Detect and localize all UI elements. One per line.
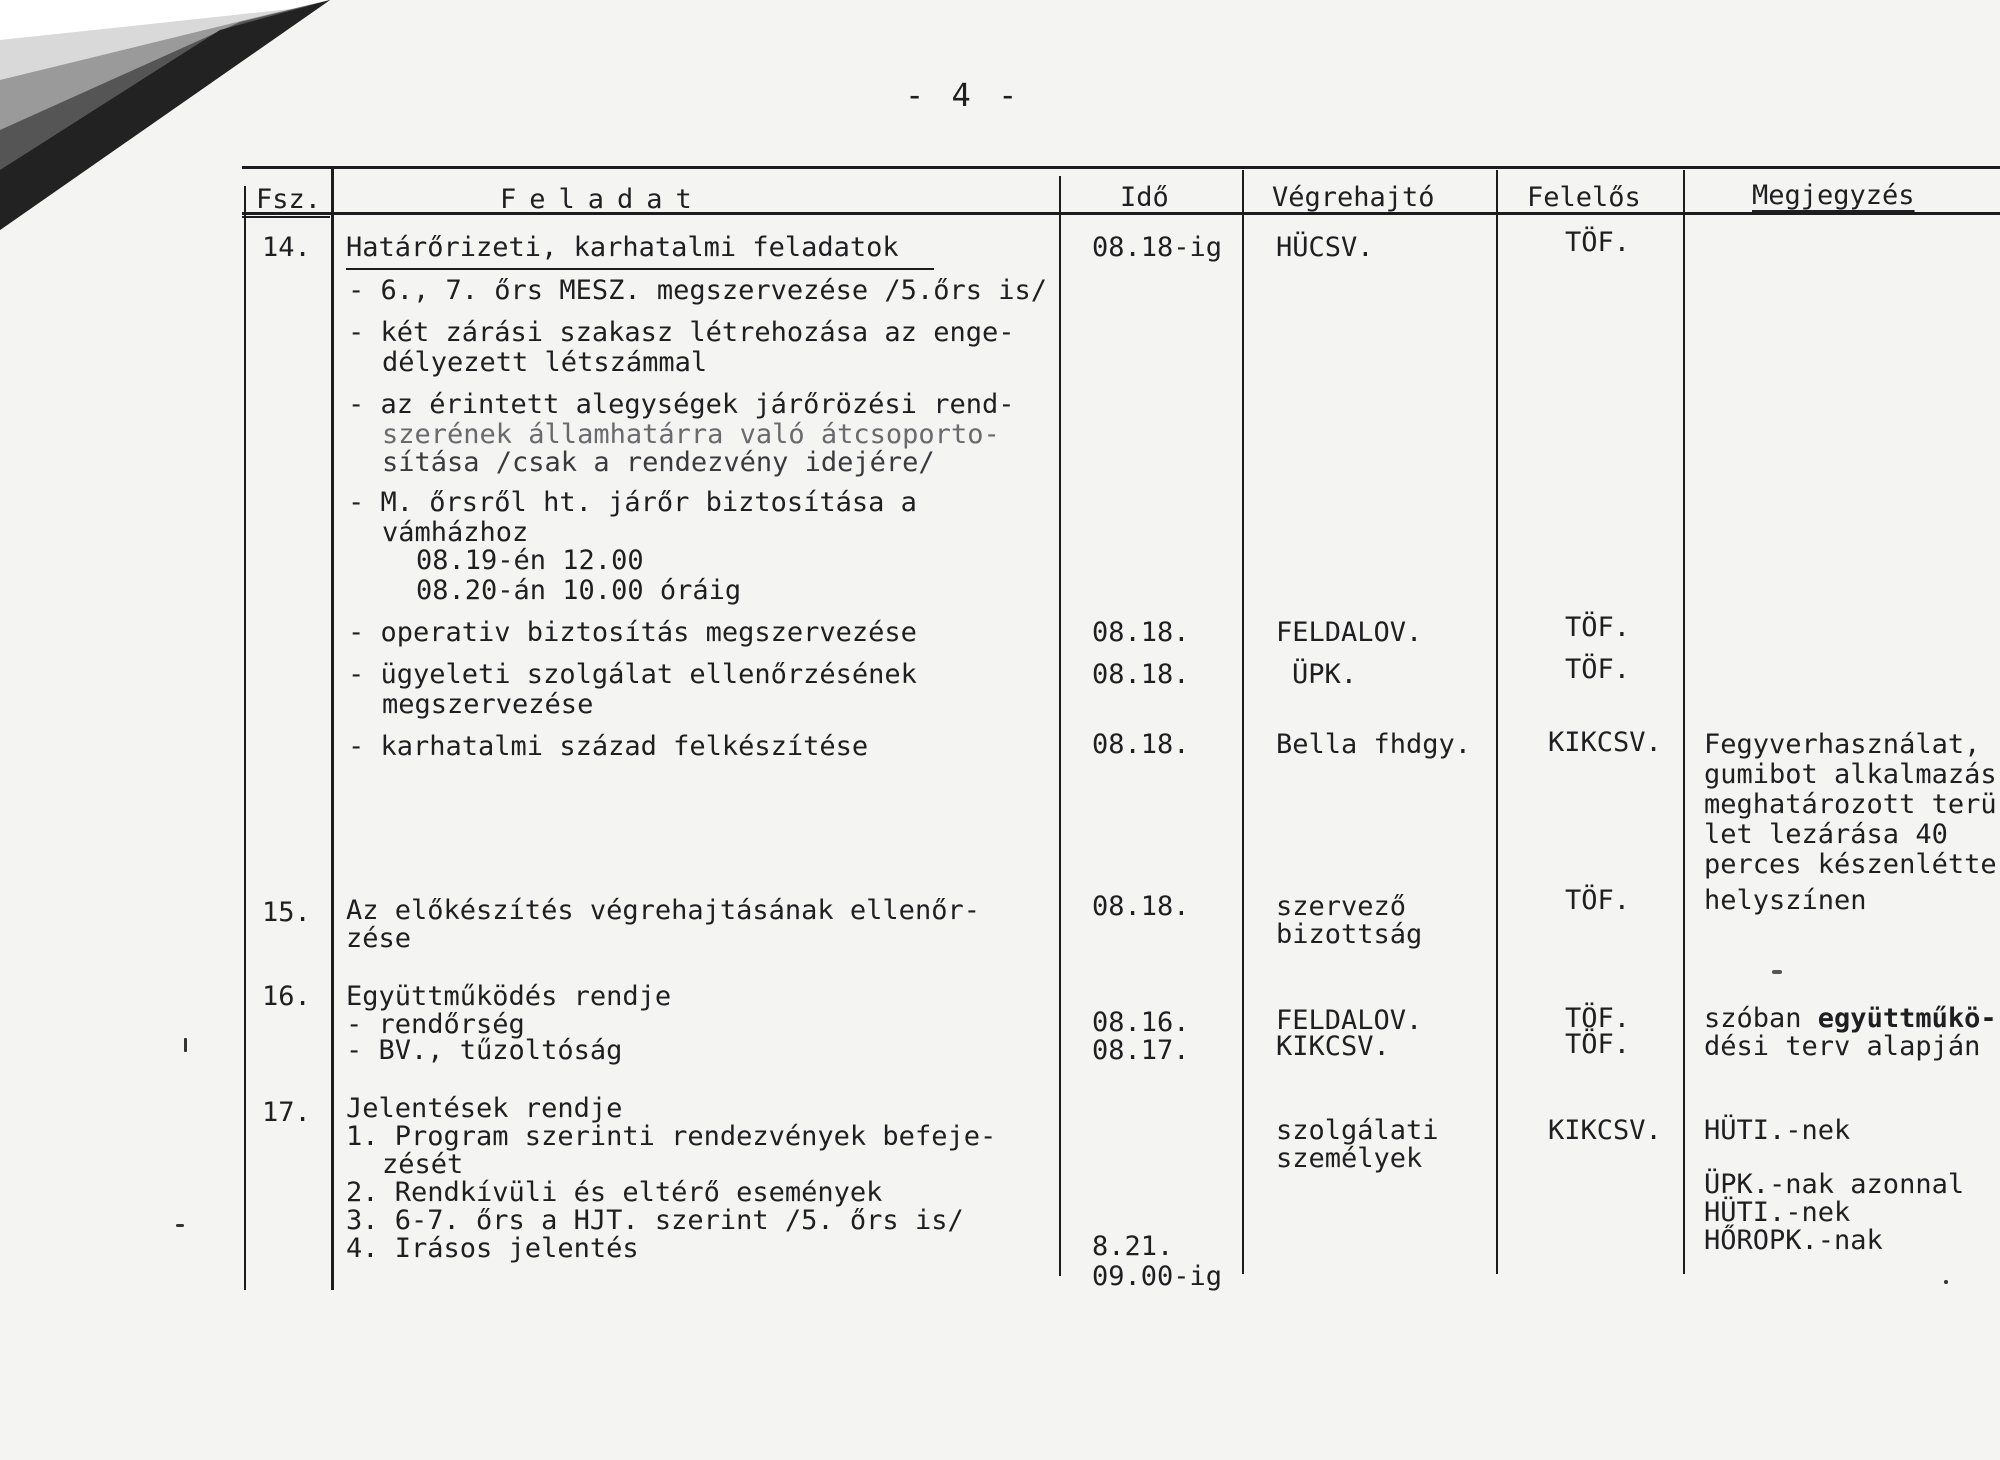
col-line-vegrehajto-left (1242, 170, 1244, 1274)
header-feladat: Feladat (500, 184, 705, 215)
header-megjegyzes: Megjegyzés (1752, 180, 1915, 211)
row-14-task-7-vegrehajto: Bella fhdgy. (1276, 729, 1472, 760)
row-16-feladat-1: Együttműködés rendje (346, 981, 672, 1012)
row-14-task-6-ido: 08.18. (1092, 659, 1190, 690)
row-14-task-7: - karhatalmi század felkészítése (348, 731, 869, 762)
row-14-task-7-note-3: meghatározott terü (1704, 789, 1997, 820)
row-14-task-6-vegrehajto: ÜPK. (1292, 659, 1358, 690)
row-17-megjegyzes-3: HÜTI.-nek (1704, 1197, 1851, 1228)
row-17-feladat-2: 1. Program szerinti rendezvények befeje- (346, 1121, 997, 1152)
row-14-felelos: TÖF. (1565, 227, 1631, 258)
row-17-vegrehajto-2: személyek (1276, 1143, 1423, 1174)
row-14-task-7-ido: 08.18. (1092, 729, 1190, 760)
row-16-megjegyzes-1a: szóban (1704, 1003, 1818, 1034)
row-17-ido-1: 8.21. (1092, 1231, 1174, 1262)
row-14-task-2b: délyezett létszámmal (382, 347, 708, 378)
row-14-task-7-note-4: let lezárása 40 (1704, 819, 1948, 850)
row-17-feladat-3: zését (382, 1149, 464, 1180)
row-14-number: 14. (262, 232, 311, 263)
row-14-task-4b: vámházhoz (382, 517, 529, 548)
scan-speck (1944, 1280, 1948, 1284)
col-line-feladat-left (331, 166, 334, 1290)
row-16-number: 16. (262, 981, 311, 1012)
header-felelos: Felelős (1527, 182, 1641, 213)
row-15-vegrehajto-2: bizottság (1276, 919, 1423, 950)
row-14-task-6b: megszervezése (382, 689, 594, 720)
row-14-task-6a: - ügyeleti szolgálat ellenőrzésének (348, 659, 917, 690)
row-15-feladat-1: Az előkészítés végrehajtásának ellenőr- (346, 895, 980, 926)
scan-speck (184, 1038, 187, 1052)
row-16-megjegyzes-2: dési terv alapján (1704, 1031, 1981, 1062)
row-14-task-7-note-1: Fegyverhasználat, (1704, 729, 1981, 760)
row-16-ido-2: 08.17. (1092, 1035, 1190, 1066)
row-17-felelos: KIKCSV. (1548, 1115, 1662, 1146)
row-16-feladat-2: - rendőrség (346, 1009, 525, 1040)
header-ido: Idő (1120, 182, 1169, 213)
row-17-megjegyzes-2: ÜPK.-nak azonnal (1704, 1169, 1965, 1200)
row-14-ido: 08.18-ig (1092, 232, 1223, 263)
row-17-megjegyzes-1: HÜTI.-nek (1704, 1115, 1851, 1146)
row-14-vegrehajto: HÜCSV. (1276, 232, 1374, 263)
table-top-rule (242, 166, 2000, 169)
row-14-task-5-vegrehajto: FELDALOV. (1276, 617, 1423, 648)
row-14-task-4a: - M. őrsről ht. járőr biztosítása a (348, 487, 917, 518)
col-line-megjegyzes-left (1683, 170, 1685, 1274)
col-line-ido-left (1059, 176, 1061, 1276)
row-15-ido: 08.18. (1092, 891, 1190, 922)
row-14-task-5: - operativ biztosítás megszervezése (348, 617, 917, 648)
row-14-task-7-note-2: gumibot alkalmazás (1704, 759, 1997, 790)
header-rule-left (242, 216, 330, 218)
header-vegrehajto: Végrehajtó (1272, 182, 1435, 213)
row-16-vegrehajto-1: FELDALOV. (1276, 1005, 1423, 1036)
row-14-task-6-felelos: TÖF. (1565, 654, 1631, 685)
row-16-megjegyzes-1b: együttműkö- (1817, 1003, 1997, 1034)
header-fsz: Fsz. (256, 184, 322, 215)
title-underline (346, 268, 934, 270)
row-14-task-3a: - az érintett alegységek járőrözési rend- (348, 389, 1015, 420)
row-14-title: Határőrizeti, karhatalmi feladatok (346, 232, 899, 263)
row-14-task-5-ido: 08.18. (1092, 617, 1190, 648)
row-14-task-3c: sítása /csak a rendezvény idejére/ (382, 447, 935, 478)
row-16-felelos-1: TÖF. (1565, 1003, 1631, 1034)
row-16-ido-1: 08.16. (1092, 1007, 1190, 1038)
row-17-feladat-6: 4. Irásos jelentés (346, 1233, 639, 1264)
row-17-vegrehajto-1: szolgálati (1276, 1115, 1439, 1146)
row-16-megjegyzes-1 (1704, 1004, 1997, 1034)
row-17-feladat-5: 3. 6-7. őrs a HJT. szerint /5. őrs is/ (346, 1205, 964, 1236)
row-14-task-2a: - két zárási szakasz létrehozása az enge- (348, 317, 1015, 348)
row-16-vegrehajto-2: KIKCSV. (1276, 1031, 1390, 1062)
row-17-number: 17. (262, 1097, 311, 1128)
row-14-task-4d: 08.20-án 10.00 óráig (416, 575, 742, 606)
row-15-feladat-2: zése (346, 923, 412, 954)
scan-speck (176, 1224, 184, 1227)
row-14-task-4c: 08.19-én 12.00 (416, 545, 644, 576)
row-15-number: 15. (262, 897, 311, 928)
row-15-megjegyzes: helyszínen (1704, 885, 1867, 916)
row-17-feladat-4: 2. Rendkívüli és eltérő események (346, 1177, 883, 1208)
row-17-ido-2: 09.00-ig (1092, 1261, 1223, 1292)
row-14-task-1: - 6., 7. őrs MESZ. megszervezése /5.őrs is/ (348, 275, 1047, 306)
row-14-task-7-felelos: KIKCSV. (1548, 727, 1662, 758)
row-15-vegrehajto-1: szervező (1276, 891, 1407, 922)
row-17-megjegyzes-4: HŐROPK.-nak (1704, 1225, 1883, 1256)
scan-speck (1772, 970, 1782, 974)
row-14-task-3b: szerének államhatárra való átcsoporto- (382, 419, 1000, 450)
row-15-felelos: TÖF. (1565, 885, 1631, 916)
row-14-task-7-note-5: perces készenlétte (1704, 849, 1997, 880)
col-line-fsz-left (244, 186, 246, 1290)
row-14-task-5-felelos: TÖF. (1565, 612, 1631, 643)
row-16-felelos-2: TÖF. (1565, 1029, 1631, 1060)
page-number: - 4 - (905, 76, 1022, 114)
row-17-feladat-1: Jelentések rendje (346, 1093, 623, 1124)
col-line-felelos-left (1496, 170, 1498, 1274)
row-16-feladat-3: - BV., tűzoltóság (346, 1035, 623, 1066)
